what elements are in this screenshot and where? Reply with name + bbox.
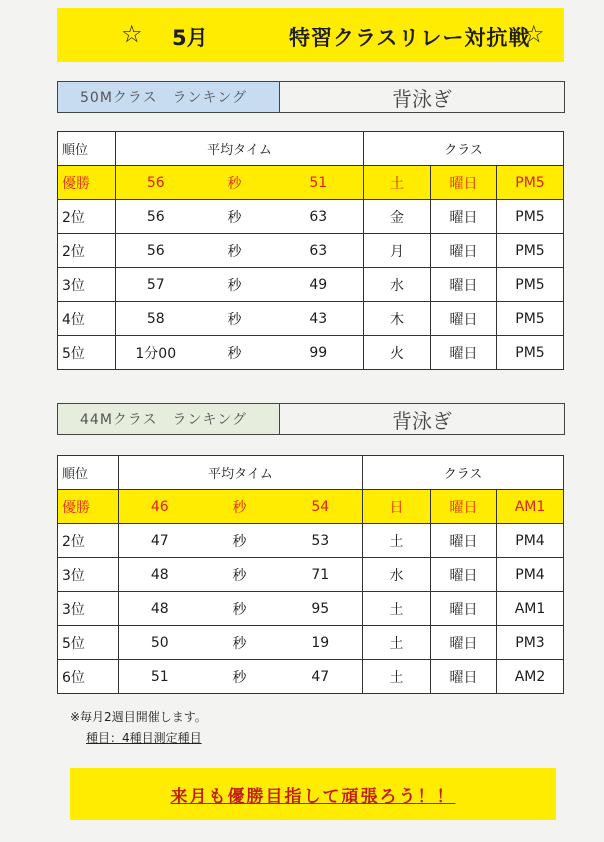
cell-slot: PM5 xyxy=(497,234,564,268)
star-icon: ☆ xyxy=(121,20,143,48)
title-banner xyxy=(57,8,564,62)
header-rank: 順位 xyxy=(58,456,119,490)
cell-youbi: 曜日 xyxy=(431,234,497,268)
cell-sec: 51 xyxy=(274,166,364,200)
cell-min: 47 xyxy=(119,524,201,558)
cell-rank: 2位 xyxy=(58,200,116,234)
section-label: 44Mクラス ランキング xyxy=(58,404,280,434)
cell-day: 土 xyxy=(363,660,431,694)
cell-rank: 優勝 xyxy=(58,166,116,200)
cell-slot: PM4 xyxy=(497,524,564,558)
header-class: クラス xyxy=(364,132,564,166)
cell-unit: 秒 xyxy=(201,490,279,524)
cell-slot: PM4 xyxy=(497,558,564,592)
cell-slot: AM1 xyxy=(497,592,564,626)
cell-unit: 秒 xyxy=(196,336,274,370)
cell-rank: 3位 xyxy=(58,268,116,302)
cell-sec: 99 xyxy=(274,336,364,370)
cell-youbi: 曜日 xyxy=(431,166,497,200)
note-events: 種目：4種目測定種目 xyxy=(86,731,202,745)
table-row xyxy=(58,626,564,660)
cell-sec: 63 xyxy=(274,200,364,234)
cell-rank: 4位 xyxy=(58,302,116,336)
cell-slot: AM2 xyxy=(497,660,564,694)
cell-sec: 47 xyxy=(279,660,363,694)
cell-sec: 43 xyxy=(274,302,364,336)
cell-rank: 優勝 xyxy=(58,490,119,524)
table-row xyxy=(58,268,564,302)
table-row xyxy=(58,660,564,694)
cell-min: 46 xyxy=(119,490,201,524)
cell-min: 1分00 xyxy=(116,336,196,370)
star-icon: ☆ xyxy=(523,20,545,48)
cell-unit: 秒 xyxy=(196,234,274,268)
cell-sec: 19 xyxy=(279,626,363,660)
header-time: 平均タイム xyxy=(119,456,363,490)
cell-unit: 秒 xyxy=(201,524,279,558)
table-row xyxy=(58,592,564,626)
header-rank: 順位 xyxy=(58,132,116,166)
cell-sec: 49 xyxy=(274,268,364,302)
footer-message: 来月も優勝目指して頑張ろう！！ xyxy=(170,786,456,807)
cell-youbi: 曜日 xyxy=(431,302,497,336)
cell-youbi: 曜日 xyxy=(431,558,497,592)
cell-day: 土 xyxy=(364,166,431,200)
section-label: 50Mクラス ランキング xyxy=(58,82,280,112)
cell-youbi: 曜日 xyxy=(431,268,497,302)
cell-unit: 秒 xyxy=(201,626,279,660)
cell-unit: 秒 xyxy=(196,268,274,302)
cell-min: 58 xyxy=(116,302,196,336)
cell-min: 56 xyxy=(116,166,196,200)
cell-youbi: 曜日 xyxy=(431,660,497,694)
cell-day: 月 xyxy=(364,234,431,268)
cell-youbi: 曜日 xyxy=(431,336,497,370)
table-row xyxy=(58,234,564,268)
page-title: 特習クラスリレー対抗戦 xyxy=(289,26,531,50)
title-month: 5月 xyxy=(172,26,208,50)
cell-sec: 53 xyxy=(279,524,363,558)
note-schedule: ※毎月2週目開催します。 xyxy=(70,710,207,724)
section-header-50m xyxy=(57,81,565,113)
cell-youbi: 曜日 xyxy=(431,200,497,234)
section-header-44m xyxy=(57,403,565,435)
cell-day: 金 xyxy=(364,200,431,234)
cell-rank: 3位 xyxy=(58,592,119,626)
cell-day: 土 xyxy=(363,524,431,558)
table-row xyxy=(58,302,564,336)
cell-youbi: 曜日 xyxy=(431,592,497,626)
stroke-name: 背泳ぎ xyxy=(392,86,452,111)
cell-youbi: 曜日 xyxy=(431,626,497,660)
cell-day: 木 xyxy=(364,302,431,336)
stroke-name: 背泳ぎ xyxy=(392,408,452,433)
cell-sec: 71 xyxy=(279,558,363,592)
cell-unit: 秒 xyxy=(201,592,279,626)
cell-day: 土 xyxy=(363,592,431,626)
cell-youbi: 曜日 xyxy=(431,524,497,558)
table-row xyxy=(58,336,564,370)
table-header-row xyxy=(58,456,564,490)
winner-row xyxy=(58,166,564,200)
cell-sec: 54 xyxy=(279,490,363,524)
cell-day: 水 xyxy=(363,558,431,592)
winner-row xyxy=(58,490,564,524)
cell-day: 火 xyxy=(364,336,431,370)
cell-slot: PM3 xyxy=(497,626,564,660)
cell-rank: 5位 xyxy=(58,336,116,370)
cell-min: 48 xyxy=(119,592,201,626)
table-row xyxy=(58,200,564,234)
cell-slot: AM1 xyxy=(497,490,564,524)
cell-slot: PM5 xyxy=(497,200,564,234)
cell-youbi: 曜日 xyxy=(431,490,497,524)
cell-rank: 6位 xyxy=(58,660,119,694)
cell-min: 50 xyxy=(119,626,201,660)
cell-unit: 秒 xyxy=(201,660,279,694)
cell-min: 51 xyxy=(119,660,201,694)
header-class: クラス xyxy=(363,456,564,490)
cell-min: 56 xyxy=(116,234,196,268)
footer-banner xyxy=(70,768,556,820)
cell-day: 土 xyxy=(363,626,431,660)
cell-slot: PM5 xyxy=(497,336,564,370)
cell-slot: PM5 xyxy=(497,268,564,302)
table-header-row xyxy=(58,132,564,166)
cell-unit: 秒 xyxy=(196,166,274,200)
cell-unit: 秒 xyxy=(196,200,274,234)
cell-slot: PM5 xyxy=(497,302,564,336)
table-row xyxy=(58,558,564,592)
cell-day: 日 xyxy=(363,490,431,524)
cell-rank: 5位 xyxy=(58,626,119,660)
ranking-table-44m xyxy=(57,455,564,694)
table-row xyxy=(58,524,564,558)
cell-sec: 95 xyxy=(279,592,363,626)
cell-slot: PM5 xyxy=(497,166,564,200)
cell-min: 57 xyxy=(116,268,196,302)
cell-rank: 2位 xyxy=(58,234,116,268)
cell-min: 48 xyxy=(119,558,201,592)
cell-unit: 秒 xyxy=(201,558,279,592)
cell-unit: 秒 xyxy=(196,302,274,336)
cell-day: 水 xyxy=(364,268,431,302)
ranking-table-50m xyxy=(57,131,564,370)
cell-rank: 3位 xyxy=(58,558,119,592)
header-time: 平均タイム xyxy=(116,132,364,166)
cell-min: 56 xyxy=(116,200,196,234)
cell-sec: 63 xyxy=(274,234,364,268)
cell-rank: 2位 xyxy=(58,524,119,558)
